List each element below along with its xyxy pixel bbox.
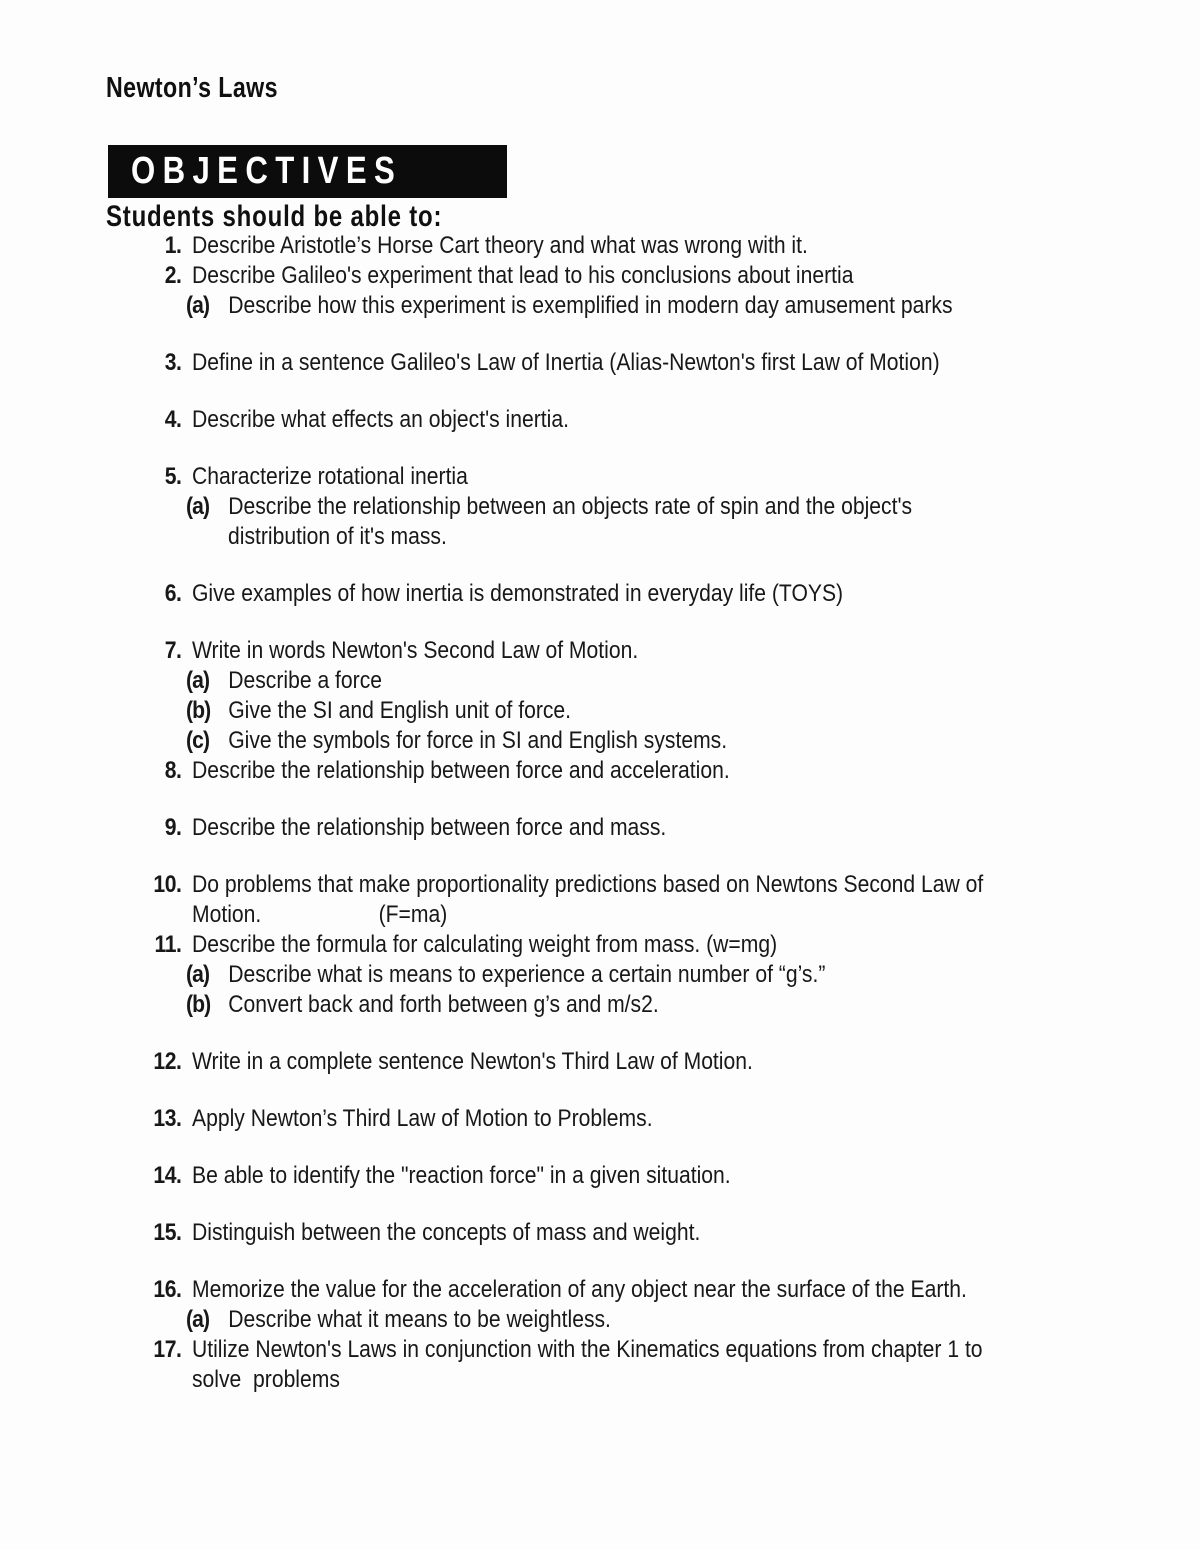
objective-line <box>104 870 983 900</box>
objective-number: 14. <box>153 1162 182 1189</box>
objective-number: 15. <box>153 1219 182 1246</box>
objective-item-continuation <box>0 1365 1200 1395</box>
objective-line <box>104 1218 700 1248</box>
objective-line <box>104 405 569 435</box>
objective-item <box>0 348 1200 378</box>
sub-item-text: distribution of it's mass. <box>228 523 447 550</box>
objective-item <box>0 756 1200 786</box>
sub-item-label: (a) <box>186 493 210 520</box>
objective-sub-item <box>0 726 1200 756</box>
objective-text: Define in a sentence Galileo's Law of Inertia (Alias-Newton's first Law of Motion) <box>192 349 940 376</box>
sub-item-text: Describe the relationship between an objects rate of spin and the object's <box>228 493 913 520</box>
objective-text: Do problems that make proportionality predictions based on Newtons Second Law of <box>192 871 984 898</box>
objective-text: Distinguish between the concepts of mass and weight. <box>192 1219 701 1246</box>
objective-text: Write in a complete sentence Newton's Third Law of Motion. <box>192 1048 753 1075</box>
objective-number: 7. <box>164 637 182 664</box>
objective-number: 3. <box>164 349 182 376</box>
sub-item-label: (a) <box>186 1306 210 1333</box>
objective-number: 10. <box>153 871 182 898</box>
objective-item <box>0 1335 1200 1365</box>
objective-line <box>104 813 666 843</box>
objective-number: 2. <box>164 262 182 289</box>
objective-sub-item <box>0 696 1200 726</box>
objective-sub-item <box>0 666 1200 696</box>
objective-line <box>186 960 825 990</box>
section-subtitle: Students should be able to: <box>106 200 443 233</box>
sub-item-label: (a) <box>186 292 210 319</box>
objective-text: Utilize Newton's Laws in conjunction with the Kinematics equations from chapter 1 to <box>192 1336 983 1363</box>
objective-line <box>228 522 447 552</box>
objective-item <box>0 261 1200 291</box>
sub-item-label: (a) <box>186 667 210 694</box>
objective-item <box>0 813 1200 843</box>
objective-line <box>192 900 447 930</box>
objective-item <box>0 1161 1200 1191</box>
objective-line <box>104 1275 967 1305</box>
sub-item-label: (c) <box>186 727 210 754</box>
objective-line <box>192 1365 340 1395</box>
objective-item <box>0 231 1200 261</box>
objectives-banner <box>108 145 507 198</box>
sub-item-text: Convert back and forth between g’s and m/s2. <box>228 991 659 1018</box>
objective-text: Give examples of how inertia is demonstrated in everyday life (TOYS) <box>192 580 844 607</box>
objective-number: 4. <box>164 406 182 433</box>
objective-line <box>104 261 853 291</box>
sub-item-label: (b) <box>186 991 211 1018</box>
sub-item-label: (a) <box>186 961 210 988</box>
objective-item <box>0 405 1200 435</box>
objective-number: 11. <box>154 931 182 958</box>
objectives-list <box>0 231 1200 1395</box>
objective-item <box>0 1218 1200 1248</box>
objective-number: 1. <box>164 232 182 259</box>
objective-text: solve problems <box>192 1366 340 1393</box>
objective-line <box>104 1047 753 1077</box>
objective-sub-item <box>0 990 1200 1020</box>
objective-text: Describe the relationship between force and mass. <box>192 814 667 841</box>
objective-number: 8. <box>164 757 182 784</box>
sub-item-text: Describe what is means to experience a certain number of “g’s.” <box>228 961 826 988</box>
objective-item <box>0 579 1200 609</box>
objective-text: Be able to identify the "reaction force" in a given situation. <box>192 1162 731 1189</box>
sub-item-text: Give the symbols for force in SI and English systems. <box>228 727 728 754</box>
objective-line <box>186 990 659 1020</box>
objective-text: Describe the relationship between force and acceleration. <box>192 757 730 784</box>
objective-number: 16. <box>153 1276 182 1303</box>
objective-text: Memorize the value for the acceleration of any object near the surface of the Earth. <box>192 1276 967 1303</box>
objective-line <box>104 348 940 378</box>
objective-line <box>104 636 638 666</box>
objective-line <box>104 231 808 261</box>
objective-text: Motion. (F=ma) <box>192 901 448 928</box>
objective-line <box>186 1305 611 1335</box>
objective-sub-item <box>0 960 1200 990</box>
objective-text: Describe what effects an object's inertia. <box>192 406 569 433</box>
sub-item-text: Describe a force <box>228 667 383 694</box>
objective-sub-item-continuation <box>0 522 1200 552</box>
objective-line <box>186 726 727 756</box>
objective-sub-item <box>0 492 1200 522</box>
objective-number: 9. <box>164 814 182 841</box>
objective-line <box>186 696 571 726</box>
objective-line <box>186 291 953 321</box>
objectives-banner-label: OBJECTIVES <box>130 150 403 192</box>
objective-number: 6. <box>164 580 182 607</box>
objective-sub-item <box>0 1305 1200 1335</box>
objective-line <box>104 756 730 786</box>
objective-line <box>104 462 468 492</box>
objective-item <box>0 1047 1200 1077</box>
objective-item <box>0 930 1200 960</box>
objective-number: 13. <box>153 1105 182 1132</box>
objective-line <box>104 930 777 960</box>
objective-number: 12. <box>153 1048 182 1075</box>
objective-item <box>0 636 1200 666</box>
sub-item-text: Give the SI and English unit of force. <box>228 697 572 724</box>
objective-item <box>0 1104 1200 1134</box>
objective-line <box>104 1104 653 1134</box>
objective-text: Characterize rotational inertia <box>192 463 468 490</box>
objective-number: 5. <box>164 463 182 490</box>
sub-item-label: (b) <box>186 697 211 724</box>
sub-item-text: Describe how this experiment is exemplified in modern day amusement parks <box>228 292 953 319</box>
objective-line <box>104 1335 983 1365</box>
objective-item-continuation <box>0 900 1200 930</box>
objective-sub-item <box>0 291 1200 321</box>
objective-line <box>186 666 382 696</box>
objective-text: Describe Galileo's experiment that lead to his conclusions about inertia <box>192 262 854 289</box>
objective-text: Describe Aristotle’s Horse Cart theory and what was wrong with it. <box>192 232 808 259</box>
sub-item-text: Describe what it means to be weightless. <box>228 1306 611 1333</box>
objective-line <box>186 492 912 522</box>
objective-text: Write in words Newton's Second Law of Motion. <box>192 637 639 664</box>
objective-text: Describe the formula for calculating weight from mass. (w=mg) <box>192 931 778 958</box>
objective-item <box>0 1275 1200 1305</box>
objective-line <box>104 1161 731 1191</box>
objective-number: 17. <box>153 1336 182 1363</box>
objective-line <box>104 579 843 609</box>
objective-item <box>0 870 1200 900</box>
objective-text: Apply Newton’s Third Law of Motion to Problems. <box>192 1105 653 1132</box>
objective-item <box>0 462 1200 492</box>
page-title: Newton’s Laws <box>106 72 278 104</box>
